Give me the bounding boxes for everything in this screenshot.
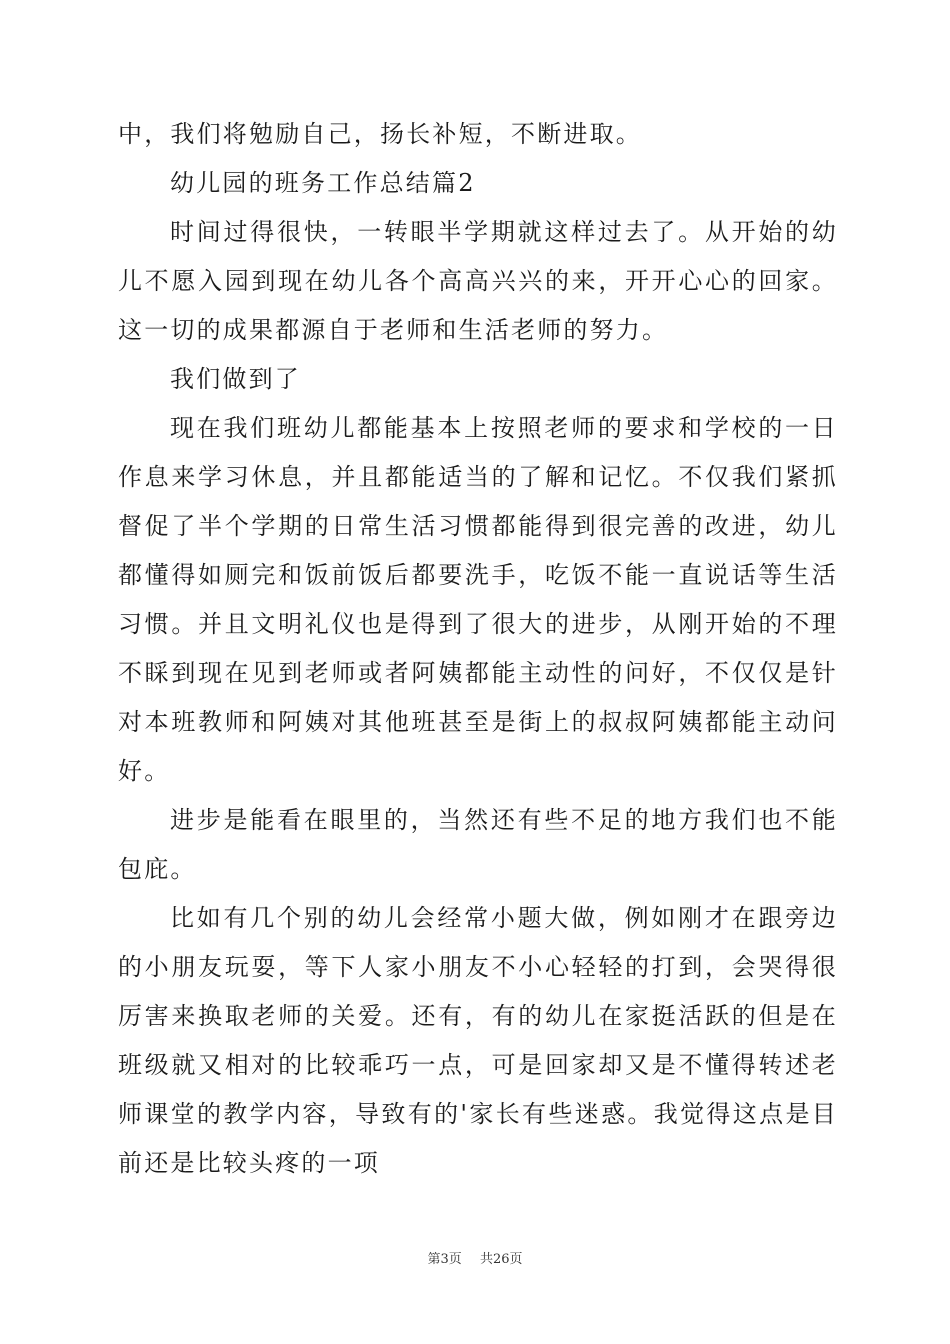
paragraph-2: 时间过得很快，一转眼半学期就这样过去了。从开始的幼儿不愿入园到现在幼儿各个高高兴兴的来，开开心心的回家。这一切的成果都源自于老师和生活老师的努力。 [118, 218, 838, 344]
document-body [118, 110, 838, 1188]
subheading: 我们做到了 [170, 365, 301, 393]
paragraph-1: 中，我们将勉励自己，扬长补短，不断进取。 [118, 120, 642, 148]
page-footer [0, 1248, 950, 1267]
page-number: 第3页 [427, 1252, 462, 1267]
paragraph-5: 比如有几个别的幼儿会经常小题大做，例如刚才在跟旁边的小朋友玩耍，等下人家小朋友不小心轻轻的打到，会哭得很厉害来换取老师的关爱。还有，有的幼儿在家挺活跃的但是在班级就又相对的比较乖巧一点，可是回家却又是不懂得转述老师课堂的教学内容，导致有的'家长有些迷惑。我觉得这点是目前还是比较头疼的一项 [118, 904, 838, 1177]
paragraph-3: 现在我们班幼儿都能基本上按照老师的要求和学校的一日作息来学习休息，并且都能适当的了解和记忆。不仅我们紧抓督促了半个学期的日常生活习惯都能得到很完善的改进，幼儿都懂得如厕完和饭前饭后都要洗手，吃饭不能一直说话等生活习惯。并且文明礼仪也是得到了很大的进步，从刚开始的不理不睬到现在见到老师或者阿姨都能主动性的问好，不仅仅是针对本班教师和阿姨对其他班甚至是街上的叔叔阿姨都能主动问好。 [118, 414, 838, 785]
section-heading: 幼儿园的班务工作总结篇2 [170, 169, 476, 197]
paragraph-4: 进步是能看在眼里的，当然还有些不足的地方我们也不能包庇。 [118, 806, 838, 883]
page-total: 共26页 [479, 1252, 523, 1267]
